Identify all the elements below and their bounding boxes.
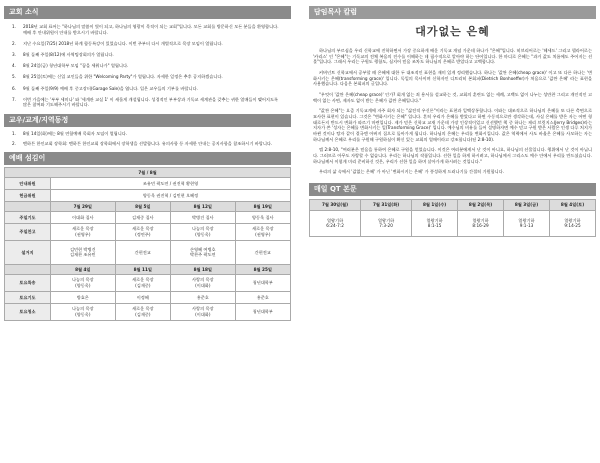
table-cell: 새로운 목장 (권영우) bbox=[51, 223, 116, 240]
community-news-heading: 교우/교계/지역동정 bbox=[4, 114, 291, 127]
table-cell: 간편전교 bbox=[115, 240, 170, 264]
list-item bbox=[12, 131, 283, 137]
row-label: 토요특송 bbox=[5, 274, 51, 291]
qt-passage: 열왕기하 9:14-25 bbox=[549, 210, 595, 236]
greeter-label: 헌금위원 bbox=[5, 189, 51, 201]
column-calligraphy-title: 대가없는 은혜 bbox=[415, 25, 490, 38]
list-item bbox=[12, 74, 283, 80]
item-text: 맨하튼 한인교회 장학회: 맨하튼 한인교회 장학회에서 장학생을 선발합니다. 유의사항 등 자세한 안내는 공지사항을 참조하시기 바랍니다. bbox=[23, 141, 273, 147]
date-cell: 8월 12일 bbox=[170, 201, 235, 211]
table-cell: 간편전교 bbox=[235, 240, 290, 264]
qt-passage: 열왕기하 7:3-20 bbox=[361, 210, 412, 236]
item-text: 8월 둘째 주일(8/12)에 사역팀장회의가 열립니다. bbox=[23, 52, 114, 58]
table-cell: 사랑의 목장 (이대화) bbox=[170, 274, 235, 291]
table-cell: 손영혜 여병호 박찬주 곽도연 bbox=[170, 240, 235, 264]
row-label: 토요청소 bbox=[5, 303, 51, 320]
list-item bbox=[12, 52, 283, 58]
table-cell: 청년대학부 bbox=[235, 274, 290, 291]
church-news-heading: 교회 소식 bbox=[4, 6, 291, 19]
item-number: 3. bbox=[12, 52, 16, 58]
item-number: 1. bbox=[12, 130, 16, 136]
worship-servers-heading: 예배 섬김이 bbox=[4, 152, 291, 165]
month-label: 7월 / 8월 bbox=[5, 167, 291, 177]
table-cell: 새로운 목장 (정연주) bbox=[115, 223, 170, 240]
item-text: 8월 24일(금) 청년대학부 모임 "꿈을 세워나가" 열립니다. bbox=[23, 63, 129, 69]
qt-date: 8월 3일(금) bbox=[504, 199, 550, 210]
table-cell: 새로운 목장 (권영우) bbox=[235, 223, 290, 240]
qt-table bbox=[309, 199, 596, 237]
qt-date: 8월 4일(토) bbox=[549, 199, 595, 210]
row-label: 토요기도 bbox=[5, 291, 51, 303]
qt-date: 8월 2일(목) bbox=[458, 199, 504, 210]
qt-date: 8월 1일(수) bbox=[412, 199, 458, 210]
item-number: 1. bbox=[12, 24, 16, 29]
date-cell: 7월 29일 bbox=[51, 201, 116, 211]
date-cell: 8월 25일 bbox=[235, 264, 290, 274]
qt-date: 7월 30일(월) bbox=[310, 199, 361, 210]
item-text: 8월 25일(토)에는 신입 교인들을 위한 "Welcoming Party"가 열립니다. 자세한 일정은 추후 공지하겠습니다. bbox=[23, 74, 223, 80]
date-cell: 8월 18일 bbox=[170, 264, 235, 274]
column-paragraph: "값싼 은혜"는 요즘 기독교계에 자주 회자 되는 "삶전적 우신론"이라는 표현과 일맥상통합니다. 이와는 대조적으로 하나님의 은혜를 또 다른 측면으로 묘사한 표현이 있습니다. 그것은 "변화시키는 은혜" 입니다. 흔히 우리가 은혜를 받았다고 하면 수동적으로만 생각하는데, 사실 은혜를 받은 자는 어떤 형태로든지 반드시 변화가 따르기 마련입니다. 제가 믿은 신학교 교재 가운데 가장 인상적이었고 신선했던 책 중 하나는 제리 브릿지스(Jerry Bridges)라는 저자가 쓴 '성자는 은혜를 변화시키는 일(Transforming Grace)' 입니다. 예수님의 비유를 들어 설명하자면 예수 믿고 구원 받은 사람은 인생 다루 처지가 바뀐 것이나 탕자 같이 결국엔 아버지 집으로 돌아가게 됩니다. 하나님의 은혜는 우리를 변화시킵니다. 값은 역력에서 사도 바울은 은혜를 사모하는 자는 하나님께서 은혜로 우리를 구원해 구원하심이 확신 있는 교회의 열매이라고 강조합니다(딛 2:8-10). bbox=[313, 108, 592, 142]
table-cell: 이정혜 bbox=[115, 291, 170, 303]
list-item bbox=[12, 41, 283, 47]
church-news-list bbox=[4, 19, 291, 108]
table-cell: 새로운 목장 (김재중) bbox=[115, 274, 170, 291]
date-cell: 8월 19일 bbox=[235, 201, 290, 211]
list-item bbox=[12, 63, 283, 69]
table-cell: 이대화 집사 bbox=[51, 211, 116, 223]
table-cell: 새로운 목장 (김재중) bbox=[115, 303, 170, 320]
daily-qt-heading: 매일 QT 본문 bbox=[309, 183, 596, 196]
list-item bbox=[12, 24, 283, 35]
item-text: 이번 가을에는 '부부 세미나' 와 '세계관 교실 1' 이 새롭게 개설됩니다. 성경적인 부부상과 기독교 세계관을 갖추는 귀한 열매들이 맺어지도록 많은 참여와 기도해주시기 바랍니다. bbox=[23, 96, 279, 108]
date-cell: 8월 4일 bbox=[51, 264, 116, 274]
item-number: 7. bbox=[12, 96, 16, 102]
table-cell: 나눔의 목장 (양동욱) bbox=[51, 274, 116, 291]
column-paragraph: 엡 2:8-10, "여러분은 믿음을 통하여 은혜로 구원을 얻었습니다. 이것은 여러분에게서 난 것이 아니요, 하나님의 선물입니다. 행위에서 난 것이 아닙니다. 그러므로 아무도 자랑할 수 없습니다. 우리는 하나님의 작품입니다. 선한 일을 하게 하시려고, 하나님께서 그리스도 예수 안에서 우리를 만드셨습니다. 하나님께서 이렇게 미리 준비하신 것은, 우리가 선한 일을 하며 살아가게 하시려는 것입니다." bbox=[313, 147, 592, 164]
table-cell: 김민현 박병건 김재찬 조유민 bbox=[51, 240, 116, 264]
column-heading: 담임목사 칼럼 bbox=[309, 6, 596, 19]
row-label: 주일기도 bbox=[5, 211, 51, 223]
table-cell: 양동욱 집사 bbox=[235, 211, 290, 223]
column-body bbox=[309, 48, 596, 175]
item-number: 4. bbox=[12, 63, 16, 69]
column-paragraph: "우엇이 '값싼 은혜(cheap grace)' 인가? 회개 없는 죄 용서를 설교하는 것, 교회의 훈련도 없는 세례, 고백도 없이 나누는 성만찬 그리고 개인적인 고백이 없는 사면, 제자도 없이 받는 은혜가 값싼 은혜입니다." bbox=[313, 91, 592, 103]
item-text: 8월 14일(화)에는 8월 연합예배 목회자 모임이 열립니다. bbox=[23, 130, 128, 136]
row-label: 주일찬고 bbox=[5, 223, 51, 240]
date-cell: 8월 5일 bbox=[115, 201, 170, 211]
list-item bbox=[12, 97, 283, 108]
list-item bbox=[12, 141, 283, 147]
table-cell: 사랑의 목장 (이대화) bbox=[170, 303, 235, 320]
list-item bbox=[12, 86, 283, 92]
item-number: 2. bbox=[12, 141, 16, 147]
qt-passage: 열왕기하 6:24-7:2 bbox=[310, 210, 361, 236]
right-column bbox=[309, 6, 596, 237]
item-number: 5. bbox=[12, 74, 16, 80]
community-news-list bbox=[4, 127, 291, 147]
item-number: 2. bbox=[12, 40, 16, 46]
item-text: 지난 수요일(7/25) 2018년 하계 합동특강이 있었습니다. 이번 주부터 다시 개별적으로 목장 모임이 열립니다. bbox=[23, 40, 223, 46]
usher-label: 안내위원 bbox=[5, 177, 51, 189]
empty-corner bbox=[5, 264, 51, 274]
usher-value: 조유민 곽도연 / 권진혁 황현영 bbox=[51, 177, 291, 189]
table-cell: 홍준호 bbox=[235, 291, 290, 303]
item-number: 6. bbox=[12, 85, 16, 91]
table-cell: 홍준호 bbox=[170, 291, 235, 303]
empty-corner bbox=[5, 201, 51, 211]
worship-table bbox=[4, 167, 291, 321]
item-text: 9월 둘째 주일(9/9) 예배 후 중고장터(Garage Sale)을 엽니다. 입은 교우들의 기부를 바랍니다. bbox=[23, 85, 198, 91]
table-cell: 나눔의 목장 (양동욱) bbox=[170, 223, 235, 240]
qt-passage: 열왕기하 8:16-29 bbox=[458, 210, 504, 236]
row-label: 설거지 bbox=[5, 240, 51, 264]
table-cell: 김재중 집사 bbox=[115, 211, 170, 223]
column-paragraph: 우리의 삶 속에서 '값없는 은혜' 가 아닌 '변화시키는 은혜' 가 풍성하게 드러나기를 간절히 기원합니다. bbox=[319, 169, 505, 175]
table-cell: 청년대학부 bbox=[235, 303, 290, 320]
qt-date: 7월 31일(화) bbox=[361, 199, 412, 210]
greeter-value: 양동욱 권진혁 / 김민현 오혜정 bbox=[51, 189, 291, 201]
table-cell: 박병건 집사 bbox=[170, 211, 235, 223]
left-column bbox=[4, 6, 291, 321]
qt-passage: 열왕기하 8:1-15 bbox=[412, 210, 458, 236]
item-text: 2018년 교회 표어는 "하나님의 말씀이 빛이 되고, 하나님의 영광이 목적이 되는 교회"입니다. 모든 교회를 방문하신 모든 분들을 환영합니다. 예배 후 안내위원이 안내를 받으시기 바랍니다. bbox=[23, 24, 279, 35]
column-paragraph: 커버넌트 신학교에서 공부할 때 은혜에 대한 두 대조적인 표현을 재미 있게 정리했습니다. 하나는 '값싼 은혜(cheap grace)' 이고 또 다른 하나는 '변화시키는 은혜(transforming grace)' 입니다. 독일의 목사이며 신학자인 디트리히 본회퍼(Dietrich Bonhoeffer)가 처음으로 '값싼 은혜' 라는 표현을 사용했습니다. 다음은 본회퍼의 글입니다. bbox=[313, 69, 592, 87]
column-paragraph: 하나님의 부르심을 우리 신학교에 진학하면서 가장 중요하게 배운 기독교 개념 가운데 하나가 "은혜"입니다. 히브리어로는 '헤세드' 그리고 헬라어로는 '카리스' 인 "은혜"는 기독교의 전체 복음의 진수를 이해하는 데 필수적으로 알아야 하는 단어입니다. 한 마디로 은혜는 "과거 값도 치름에도 주어지는 선물"입니다. 그래서 우리는 구원도 행함도, 심지어 믿음 조차도 하나님의 은혜로 받았다고 고백합니다. bbox=[313, 47, 592, 65]
table-cell: 나눔의 목장 (양동욱) bbox=[51, 303, 116, 320]
qt-passage: 열왕기하 9:1-13 bbox=[504, 210, 550, 236]
table-cell: 방효은 bbox=[51, 291, 116, 303]
date-cell: 8월 11일 bbox=[115, 264, 170, 274]
